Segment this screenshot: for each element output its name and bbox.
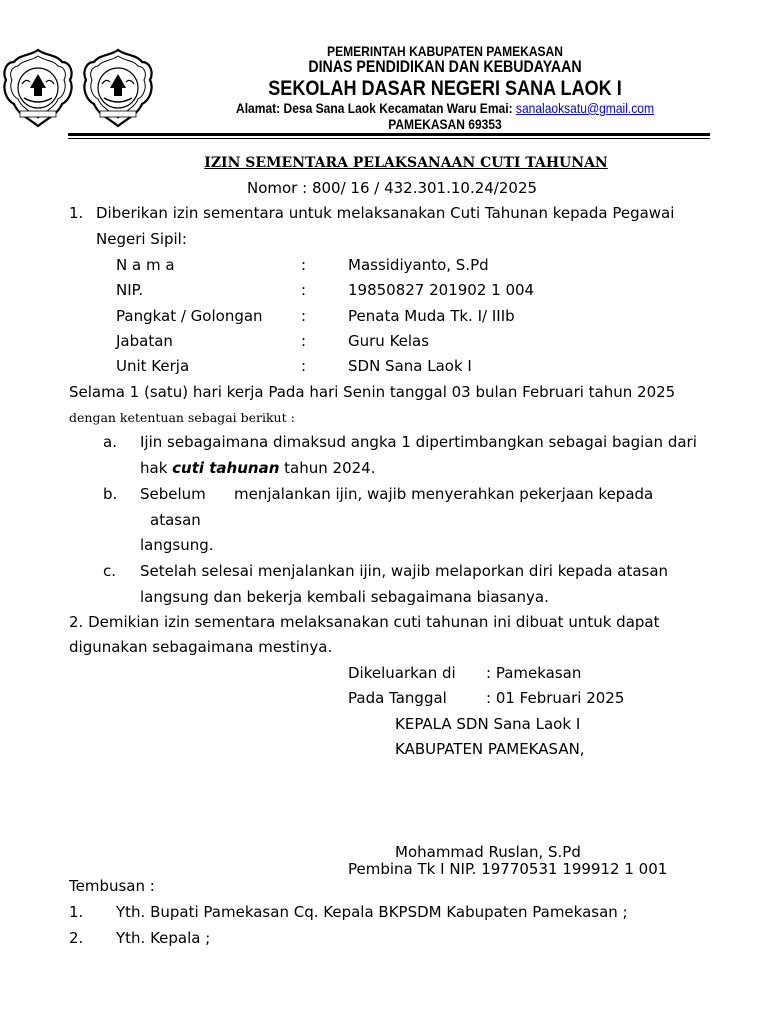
address-text: Alamat: Desa Sana Laok Kecamatan Waru Emai [236,100,509,116]
letterhead-department: DINAS PENDIDIKAN DAN KEBUDAYAAN [308,58,582,76]
condition-b-letter: b. [103,485,118,503]
signatory-name: Mohammad Ruslan, S.Pd [395,843,581,861]
tembusan-item-number: 2. [69,929,84,947]
signatory-office-2: KABUPATEN PAMEKASAN, [395,740,585,758]
condition-c-letter: c. [103,562,117,580]
pamekasan-regency-logo-left [0,48,76,130]
email-link[interactable]: sanalaoksatu@gmail.com [515,100,654,116]
point1-number: 1. [69,204,84,222]
field-value-pangkat: Penata Muda Tk. I/ IIIb [348,307,515,325]
letterhead-rule-thick [68,133,710,136]
field-label-nip: NIP. [116,281,144,299]
field-value-nama: Massidiyanto, S.Pd [348,256,489,274]
address-colon: : [508,100,516,116]
condition-b-line3: langsung. [140,536,214,554]
issued-date-label: Pada Tanggal [348,689,447,707]
field-value-nip: 19850827 201902 1 004 [348,281,535,299]
field-sep: : [301,332,307,350]
document-number: Nomor : 800/ 16 / 432.301.10.24/2025 [247,179,538,197]
document-title: IZIN SEMENTARA PELAKSANAAN CUTI TAHUNAN [204,155,608,171]
tembusan-item-text: Yth. Bupati Pamekasan Cq. Kepala BKPSDM Kabupaten Pamekasan ; [116,903,628,921]
condition-b-line2: atasan [150,511,201,529]
condition-c-line2: langsung dan bekerja kembali sebagaimana biasanya. [140,588,549,606]
pamekasan-regency-logo-right [80,48,156,130]
leave-duration: Selama 1 (satu) hari kerja Pada hari Senin tanggal 03 bulan Februari tahun 2025 [69,383,676,401]
field-sep: : [301,256,307,274]
field-label-nama: N a m a [116,256,175,274]
condition-a-post: tahun 2024. [279,459,376,477]
issued-date-value: : 01 Februari 2025 [486,689,625,707]
point1-line2: Negeri Sipil: [96,230,187,248]
field-label-unit-kerja: Unit Kerja [116,357,190,375]
letterhead-rule-thin [68,138,710,139]
condition-a-letter: a. [103,433,117,451]
condition-a-line1: Ijin sebagaimana dimaksud angka 1 dipertimbangkan sebagai bagian dari [140,433,697,451]
condition-c-line1: Setelah selesai menjalankan ijin, wajib melaporkan diri kepada atasan [140,562,669,580]
letterhead-government: PEMERINTAH KABUPATEN PAMEKASAN [327,43,563,59]
condition-a-line2 [140,459,375,477]
condition-a-emphasis: cuti tahunan [172,459,280,477]
letterhead-address [191,100,698,116]
issued-place-label: Dikeluarkan di [348,664,456,682]
signatory-rank-nip: Pembina Tk I NIP. 19770531 199912 1 001 [348,860,668,878]
point1-line1: Diberikan izin sementara untuk melaksanakan Cuti Tahunan kepada Pegawai [96,204,675,222]
letterhead-school-name: SEKOLAH DASAR NEGERI SANA LAOK I [268,77,622,100]
letterhead-city: PAMEKASAN 69353 [388,116,502,132]
field-label-jabatan: Jabatan [116,332,173,350]
condition-b-line1: menjalankan ijin, wajib menyerahkan pekerjaan kepada [234,485,654,503]
tembusan-item-number: 1. [69,903,84,921]
signatory-office-1: KEPALA SDN Sana Laok I [395,715,581,733]
point2-line1: 2. Demikian izin sementara melaksanakan cuti tahunan ini dibuat untuk dapat [69,613,660,631]
field-sep: : [301,357,307,375]
condition-b-word1: Sebelum [140,485,206,503]
field-label-pangkat: Pangkat / Golongan [116,307,263,325]
field-value-unit-kerja: SDN Sana Laok I [348,357,472,375]
ketentuan-intro: dengan ketentuan sebagai berikut : [69,410,295,425]
issued-place-value: : Pamekasan [486,664,582,682]
tembusan-item-text: Yth. Kepala ; [116,929,211,947]
point2-line2: digunakan sebagaimana mestinya. [69,638,333,656]
field-value-jabatan: Guru Kelas [348,332,430,350]
field-sep: : [301,281,307,299]
field-sep: : [301,307,307,325]
tembusan-heading: Tembusan : [69,877,155,895]
condition-a-pre: hak [140,459,173,477]
